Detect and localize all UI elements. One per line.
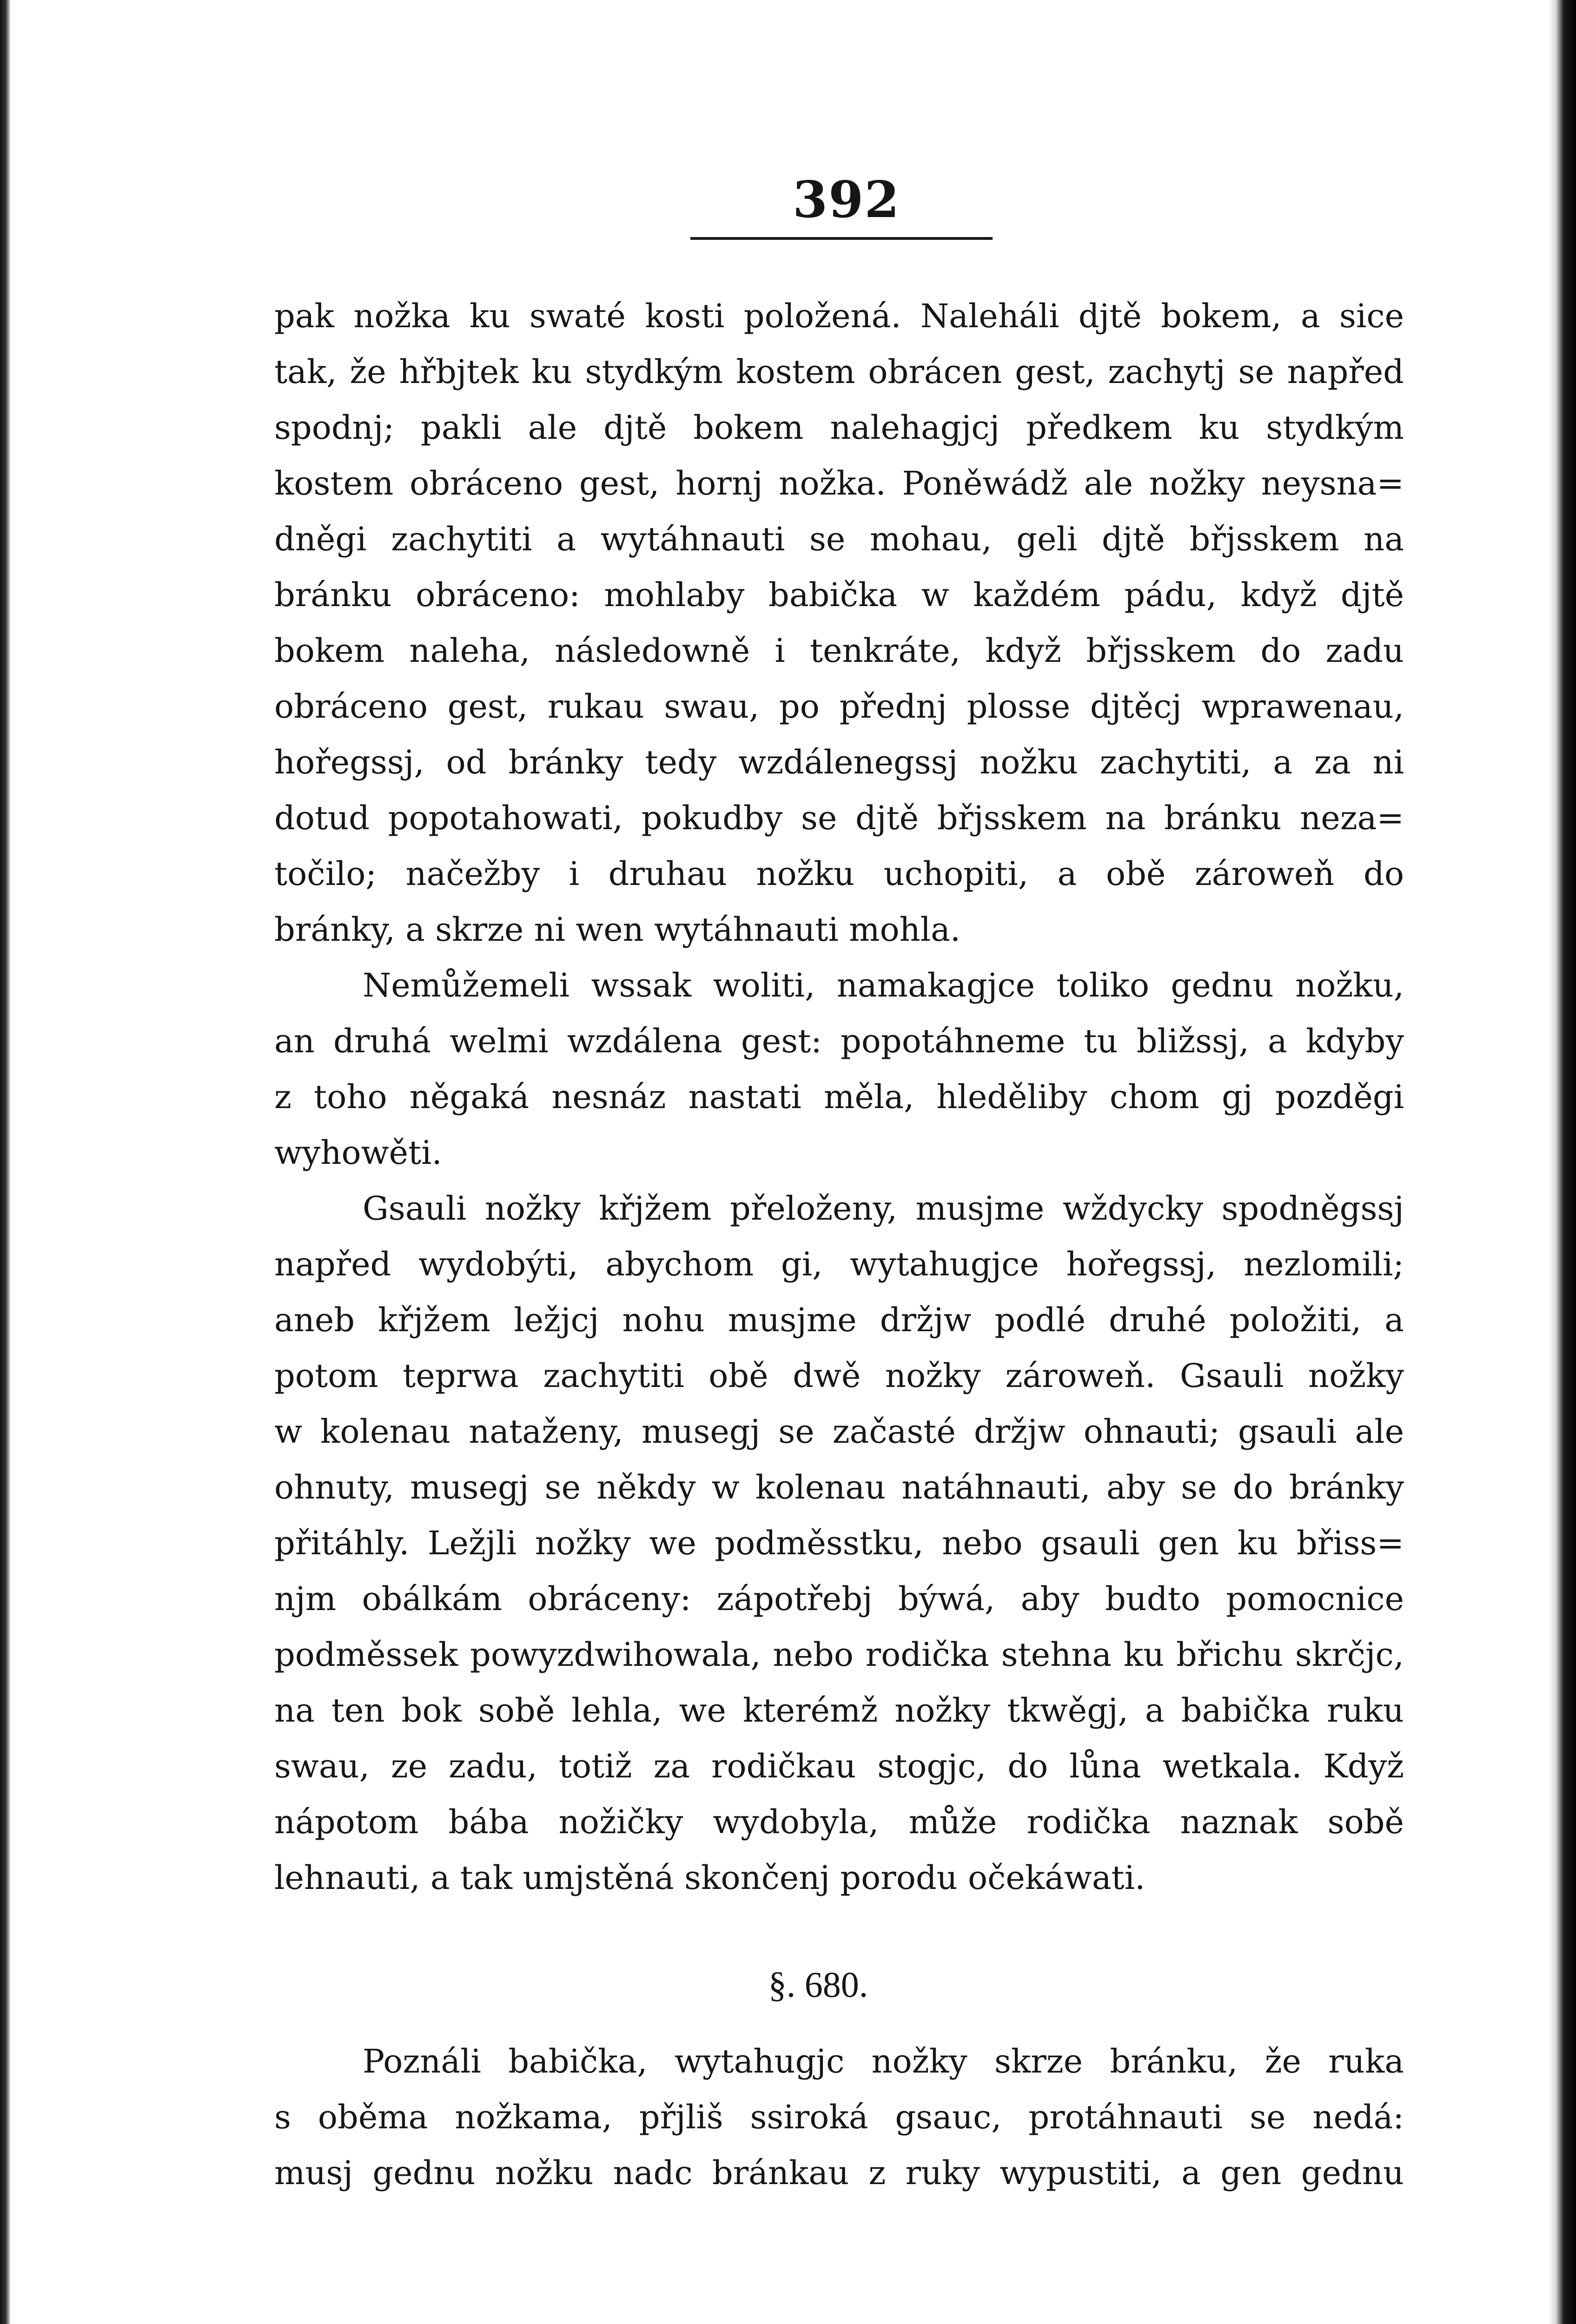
text-line: přitáhly. Ležjli nožky we podměsstku, nebo gsauli gen ku břiss= — [274, 1524, 1404, 1562]
scan-edge-right — [1549, 0, 1576, 2324]
text-line: dotud popotahowati, pokudby se djtě břjsskem na bránku neza= — [274, 799, 1404, 837]
section-text — [274, 2034, 1404, 2201]
text-line: bokem naleha, následowně i tenkráte, když břjsskem do zadu — [274, 632, 1404, 670]
text-line: w kolenau nataženy, musegj se začasté držjw ohnauti; gsauli ale — [274, 1413, 1404, 1451]
text-line: potom teprwa zachytiti obě dwě nožky zároweň. Gsauli nožky — [274, 1357, 1404, 1395]
text-line: aneb křjžem ležjcj nohu musjme držjw podlé druhé položiti, a — [274, 1301, 1404, 1339]
text-line: lehnauti, a tak umjstěná skončenj porodu očekáwati. — [274, 1859, 1146, 1897]
text-line: an druhá welmi wzdálena gest: popotáhneme tu bližssj, a kdyby — [274, 1022, 1404, 1060]
text-line: dněgi zachytiti a wytáhnauti se mohau, geli djtě břjsskem na — [274, 520, 1404, 558]
scan-edge-left — [0, 0, 10, 2324]
text-line: Nemůžemeli wssak woliti, namakagjce toliko gednu nožku, — [363, 966, 1404, 1004]
text-line: obráceno gest, rukau swau, po přednj plosse djtěcj wprawenau, — [274, 687, 1404, 726]
text-line: podměssek powyzdwihowala, nebo rodička stehna ku břichu skrčjc, — [274, 1636, 1404, 1674]
text-line: Gsauli nožky křjžem přeloženy, musjme wždycky spodněgssj — [363, 1189, 1404, 1228]
text-line: ohnuty, musegj se někdy w kolenau natáhnauti, aby se do bránky — [274, 1468, 1404, 1506]
text-line: napřed wydobýti, abychom gi, wytahugjce hořegssj, nezlomili; — [274, 1245, 1404, 1283]
text-line: spodnj; pakli ale djtě bokem nalehagjcj předkem ku stydkým — [274, 409, 1404, 447]
text-line: musj gednu nožku nadc bránkau z ruky wypustiti, a gen gednu — [274, 2154, 1404, 2192]
text-line: bránku obráceno: mohlaby babička w každém pádu, když djtě — [274, 576, 1404, 614]
text-line: na ten bok sobě lehla, we kterémž nožky tkwěgj, a babička ruku — [274, 1691, 1404, 1730]
text-line: Poználi babička, wytahugjc nožky skrze bránku, že ruka — [363, 2042, 1404, 2080]
header-rule — [690, 237, 993, 240]
text-line: kostem obráceno gest, hornj nožka. Poněwádž ale nožky neysna= — [274, 464, 1404, 502]
text-line: točilo; načežby i druhau nožku uchopiti, a obě zároweň do — [274, 855, 1404, 893]
text-line: z toho něgaká nesnáz nastati měla, hleděliby chom gj pozděgi — [274, 1078, 1404, 1116]
text-line: s oběma nožkama, přjliš ssiroká gsauc, protáhnauti se nedá: — [274, 2098, 1404, 2136]
text-line: wyhowěti. — [274, 1134, 442, 1172]
text-line: hořegssj, od bránky tedy wzdálenegssj nožku zachytiti, a za ni — [274, 743, 1404, 781]
text-line: bránky, a skrze ni wen wytáhnauti mohla. — [274, 911, 961, 949]
text-line: swau, ze zadu, totiž za rodičkau stogjc, do lůna wetkala. Když — [274, 1747, 1404, 1785]
text-line: njm obálkám obráceny: zápotřebj býwá, aby budto pomocnice — [274, 1580, 1404, 1618]
body-text — [274, 288, 1404, 1906]
text-line: tak, že hřbjtek ku stydkým kostem obrácen gest, zachytj se napřed — [274, 353, 1404, 391]
text-line: pak nožka ku swaté kosti položená. Naleháli djtě bokem, a sice — [274, 297, 1404, 335]
section-heading: §. 680. — [768, 1964, 868, 2005]
page-number: 392 — [793, 171, 901, 229]
text-line: nápotom bába nožičky wydobyla, může rodička naznak sobě — [274, 1803, 1404, 1841]
